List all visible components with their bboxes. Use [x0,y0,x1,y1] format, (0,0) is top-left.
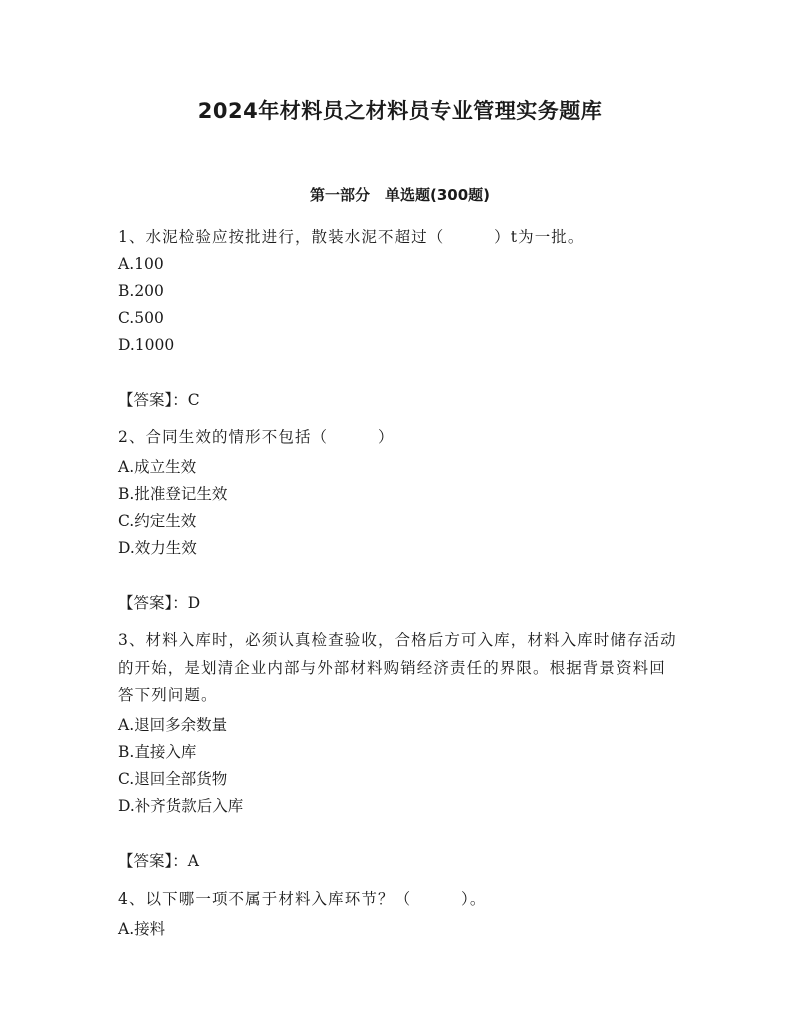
question-3-text: 3、材料入库时，必须认真检查验收，合格后方可入库，材料入库时储存活动的开始，是划清企业内部与外部材料购销经济责任的界限。根据背景资料回答下列问题。 [118,631,677,704]
question-1-text: 1、水泥检验应按批进行，散装水泥不超过（ ）t为一批。 [118,228,585,246]
question-1-answer: 【答案】：C [118,391,200,409]
question-3-answer: 【答案】：A [118,852,199,870]
question-2-text: 2、合同生效的情形不包括（ ） [118,428,395,446]
document-title: 2024年材料员之材料员专业管理实务题库 [197,99,603,123]
question-2-answer: 【答案】：D [118,594,201,612]
question-4-option-a: A.接料 [118,920,166,938]
question-4-text: 4、以下哪一项不属于材料入库环节？（ ）。 [118,890,487,908]
question-3-option-c: C.退回全部货物 [118,770,228,788]
question-2-option-a: A.成立生效 [118,458,197,476]
question-1-option-b: B.200 [118,282,164,300]
question-2-option-b: B.批准登记生效 [118,485,228,503]
question-3-option-d: D.补齐货款后入库 [118,797,244,815]
question-2-option-c: C.约定生效 [118,512,197,530]
question-3-option-b: B.直接入库 [118,743,197,761]
question-1-option-c: C.500 [118,309,164,327]
section-title: 第一部分 单选题(300题) [309,186,491,204]
question-1-option-a: A.100 [118,255,164,273]
question-2-option-d: D.效力生效 [118,539,197,557]
question-1-option-d: D.1000 [118,336,175,354]
question-3-option-a: A.退回多余数量 [118,716,228,734]
